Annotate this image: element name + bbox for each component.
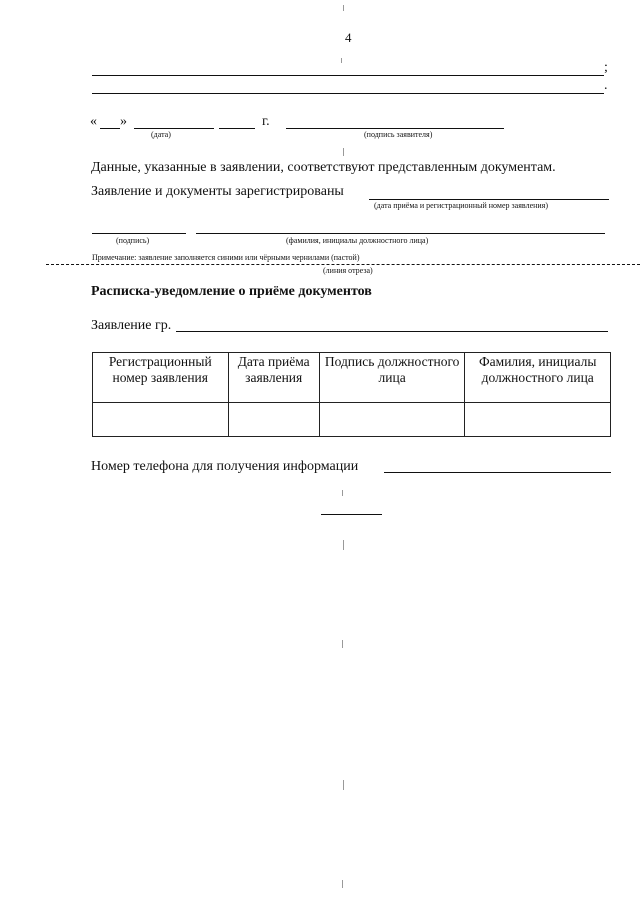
official-name-line — [196, 233, 605, 234]
scan-speck — [342, 490, 343, 496]
phone-line — [384, 472, 611, 473]
year-suffix: г. — [262, 114, 270, 129]
table-row — [93, 403, 611, 437]
official-signature-line — [92, 233, 186, 234]
scan-speck — [343, 5, 344, 11]
cell-signature — [319, 403, 465, 437]
receipt-table — [92, 352, 611, 437]
registered-line — [369, 199, 609, 200]
date-close-quote: » — [120, 114, 127, 129]
line-2-period: . — [604, 78, 608, 93]
official-signature-caption: (подпись) — [116, 236, 150, 245]
scan-speck — [343, 540, 344, 550]
header-reg-number: Регистрационный номер заявления — [93, 353, 229, 403]
note-text: Примечание: заявление заполняется синими или чёрными чернилами (пастой) — [92, 253, 360, 262]
registered-label: Заявление и документы зарегистрированы — [91, 184, 344, 199]
date-open-quote: « — [90, 114, 97, 129]
scan-speck — [341, 58, 342, 63]
applicant-signature-line — [286, 128, 504, 129]
registered-caption: (дата приёма и регистрационный номер заявления) — [374, 201, 549, 210]
phone-label: Номер телефона для получения информации — [91, 459, 359, 474]
header-signature: Подпись должностного лица — [319, 353, 465, 403]
date-day-line — [100, 128, 120, 129]
cut-line-caption: (линия отреза) — [323, 266, 373, 275]
end-rule — [321, 514, 382, 515]
fill-line-1 — [92, 75, 604, 76]
header-date: Дата приёма заявления — [228, 353, 319, 403]
header-official-name: Фамилия, инициалы должностного лица — [465, 353, 611, 403]
cell-official-name — [465, 403, 611, 437]
applicant-label: Заявление гр. — [91, 318, 172, 333]
fill-line-2 — [92, 93, 604, 94]
receipt-title: Расписка-уведомление о приёме документов — [91, 284, 372, 299]
scan-speck — [343, 148, 344, 156]
cell-date — [228, 403, 319, 437]
official-name-caption: (фамилия, инициалы должностного лица) — [286, 236, 429, 245]
date-caption: (дата) — [151, 130, 171, 139]
line-1-semicolon: ; — [604, 60, 608, 75]
date-month-line — [134, 128, 214, 129]
page-number: 4 — [345, 30, 352, 45]
scan-speck — [343, 780, 344, 790]
confirmation-text: Данные, указанные в заявлении, соответствуют представленным документам. — [91, 160, 556, 175]
date-year-line — [219, 128, 255, 129]
cut-line — [46, 264, 640, 265]
table-header-row — [93, 353, 611, 403]
cell-reg-number — [93, 403, 229, 437]
applicant-name-line — [176, 331, 608, 332]
applicant-signature-caption: (подпись заявителя) — [364, 130, 433, 139]
scan-speck — [342, 640, 343, 648]
scan-speck — [342, 880, 343, 888]
